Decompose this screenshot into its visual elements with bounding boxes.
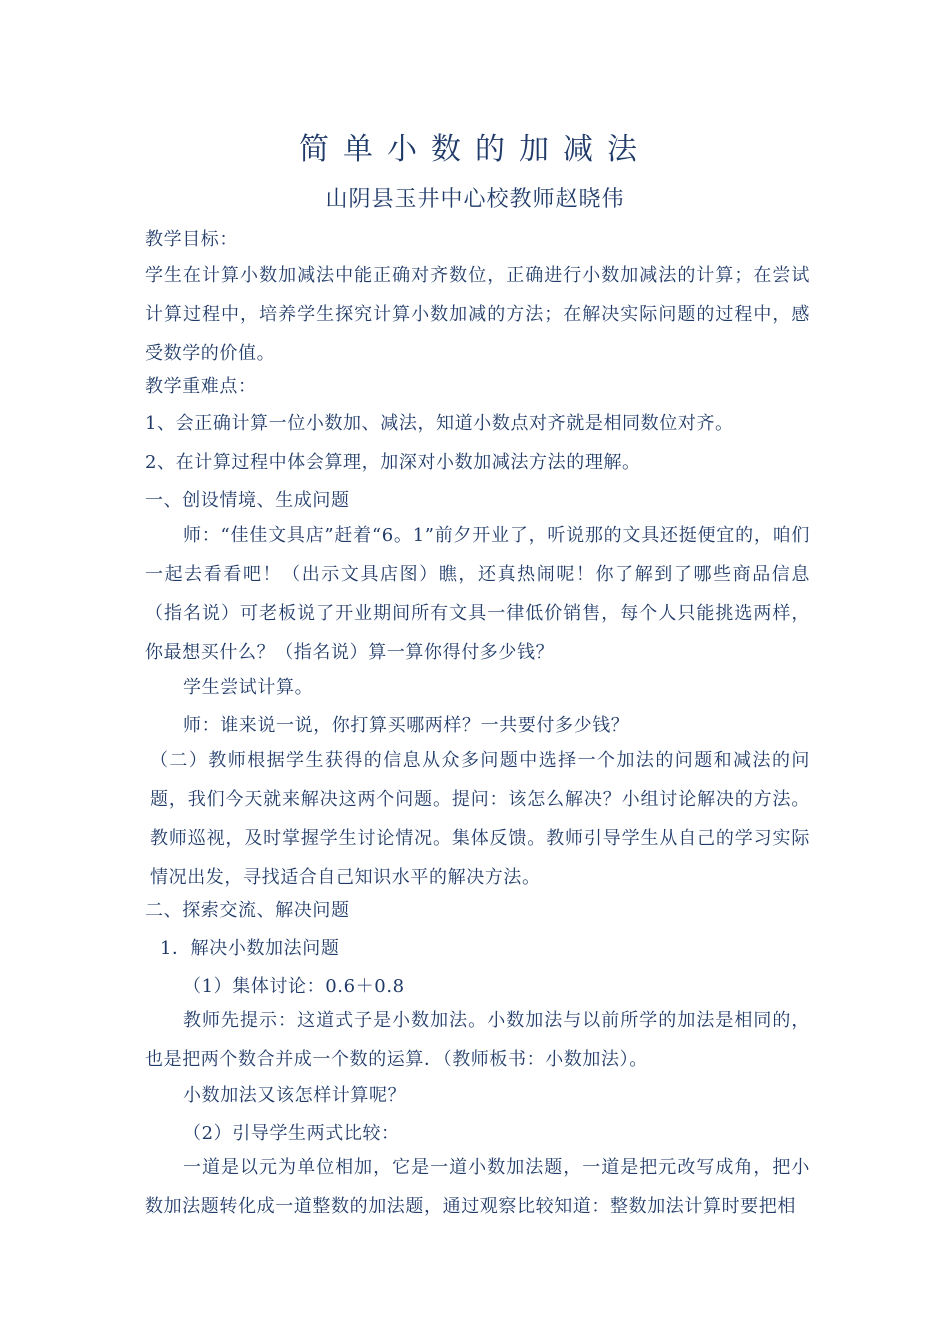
section-1-paragraph-2: 学生尝试计算。 bbox=[183, 677, 314, 698]
author-line: 山阴县玉井中心校教师赵晓伟 bbox=[325, 187, 625, 212]
section-1-paragraph-1: 师：“佳佳文具店”赶着“6。1”前夕开业了，听说那的文具还挺便宜的，咱们一起去看看吧！（出示文具店图）瞧，还真热闹呢！你了解到了哪些商品信息（指名说）可老板说了开业期间所有文具一律低价销售，每个人只能挑选两样，你最想买什么？（指名说）算一算你得付多少钱？ bbox=[145, 525, 810, 663]
section-2-subheading: 1．解决小数加法问题 bbox=[160, 938, 340, 959]
section-2-paragraph-1: 教师先提示：这道式子是小数加法。小数加法与以前所学的加法是相同的，也是把两个数合并成一个数的运算．（教师板书：小数加法）。 bbox=[145, 1010, 810, 1070]
section-1-paragraph-3: 师：谁来说一说，你打算买哪两样？一共要付多少钱？ bbox=[183, 715, 630, 736]
section-1-paragraph-4: （二）教师根据学生获得的信息从众多问题中选择一个加法的问题和减法的问题，我们今天就来解决这两个问题。提问：该怎么解决？小组讨论解决的方法。教师巡视，及时掌握学生讨论情况。集体反馈。教师引导学生从自己的学习实际情况出发，寻找适合自己知识水平的解决方法。 bbox=[150, 750, 810, 888]
key-point-1: 1、会正确计算一位小数加、减法，知道小数点对齐就是相同数位对齐。 bbox=[145, 413, 734, 434]
section-2-paragraph-2: 小数加法又该怎样计算呢？ bbox=[183, 1085, 407, 1106]
section-1-heading: 一、创设情境、生成问题 bbox=[145, 490, 350, 511]
document-title: 简单小数的加减法 bbox=[299, 132, 651, 167]
section-2-item-1: （1）集体讨论：0.6＋0.8 bbox=[183, 976, 405, 997]
section-2-heading: 二、探索交流、解决问题 bbox=[145, 900, 350, 921]
key-points-heading: 教学重难点： bbox=[145, 376, 257, 397]
key-point-2: 2、在计算过程中体会算理，加深对小数加减法方法的理解。 bbox=[145, 452, 641, 473]
section-2-paragraph-3: 一道是以元为单位相加，它是一道小数加法题，一道是把元改写成角，把小数加法题转化成一道整数的加法题，通过观察比较知道：整数加法计算时要把相 bbox=[145, 1157, 810, 1217]
section-2-item-2: （2）引导学生两式比较： bbox=[183, 1123, 400, 1144]
goal-paragraph: 学生在计算小数加减法中能正确对齐数位，正确进行小数加减法的计算；在尝试计算过程中，培养学生探究计算小数加减的方法；在解决实际问题的过程中，感受数学的价值。 bbox=[145, 265, 810, 364]
goal-heading: 教学目标： bbox=[145, 229, 238, 250]
